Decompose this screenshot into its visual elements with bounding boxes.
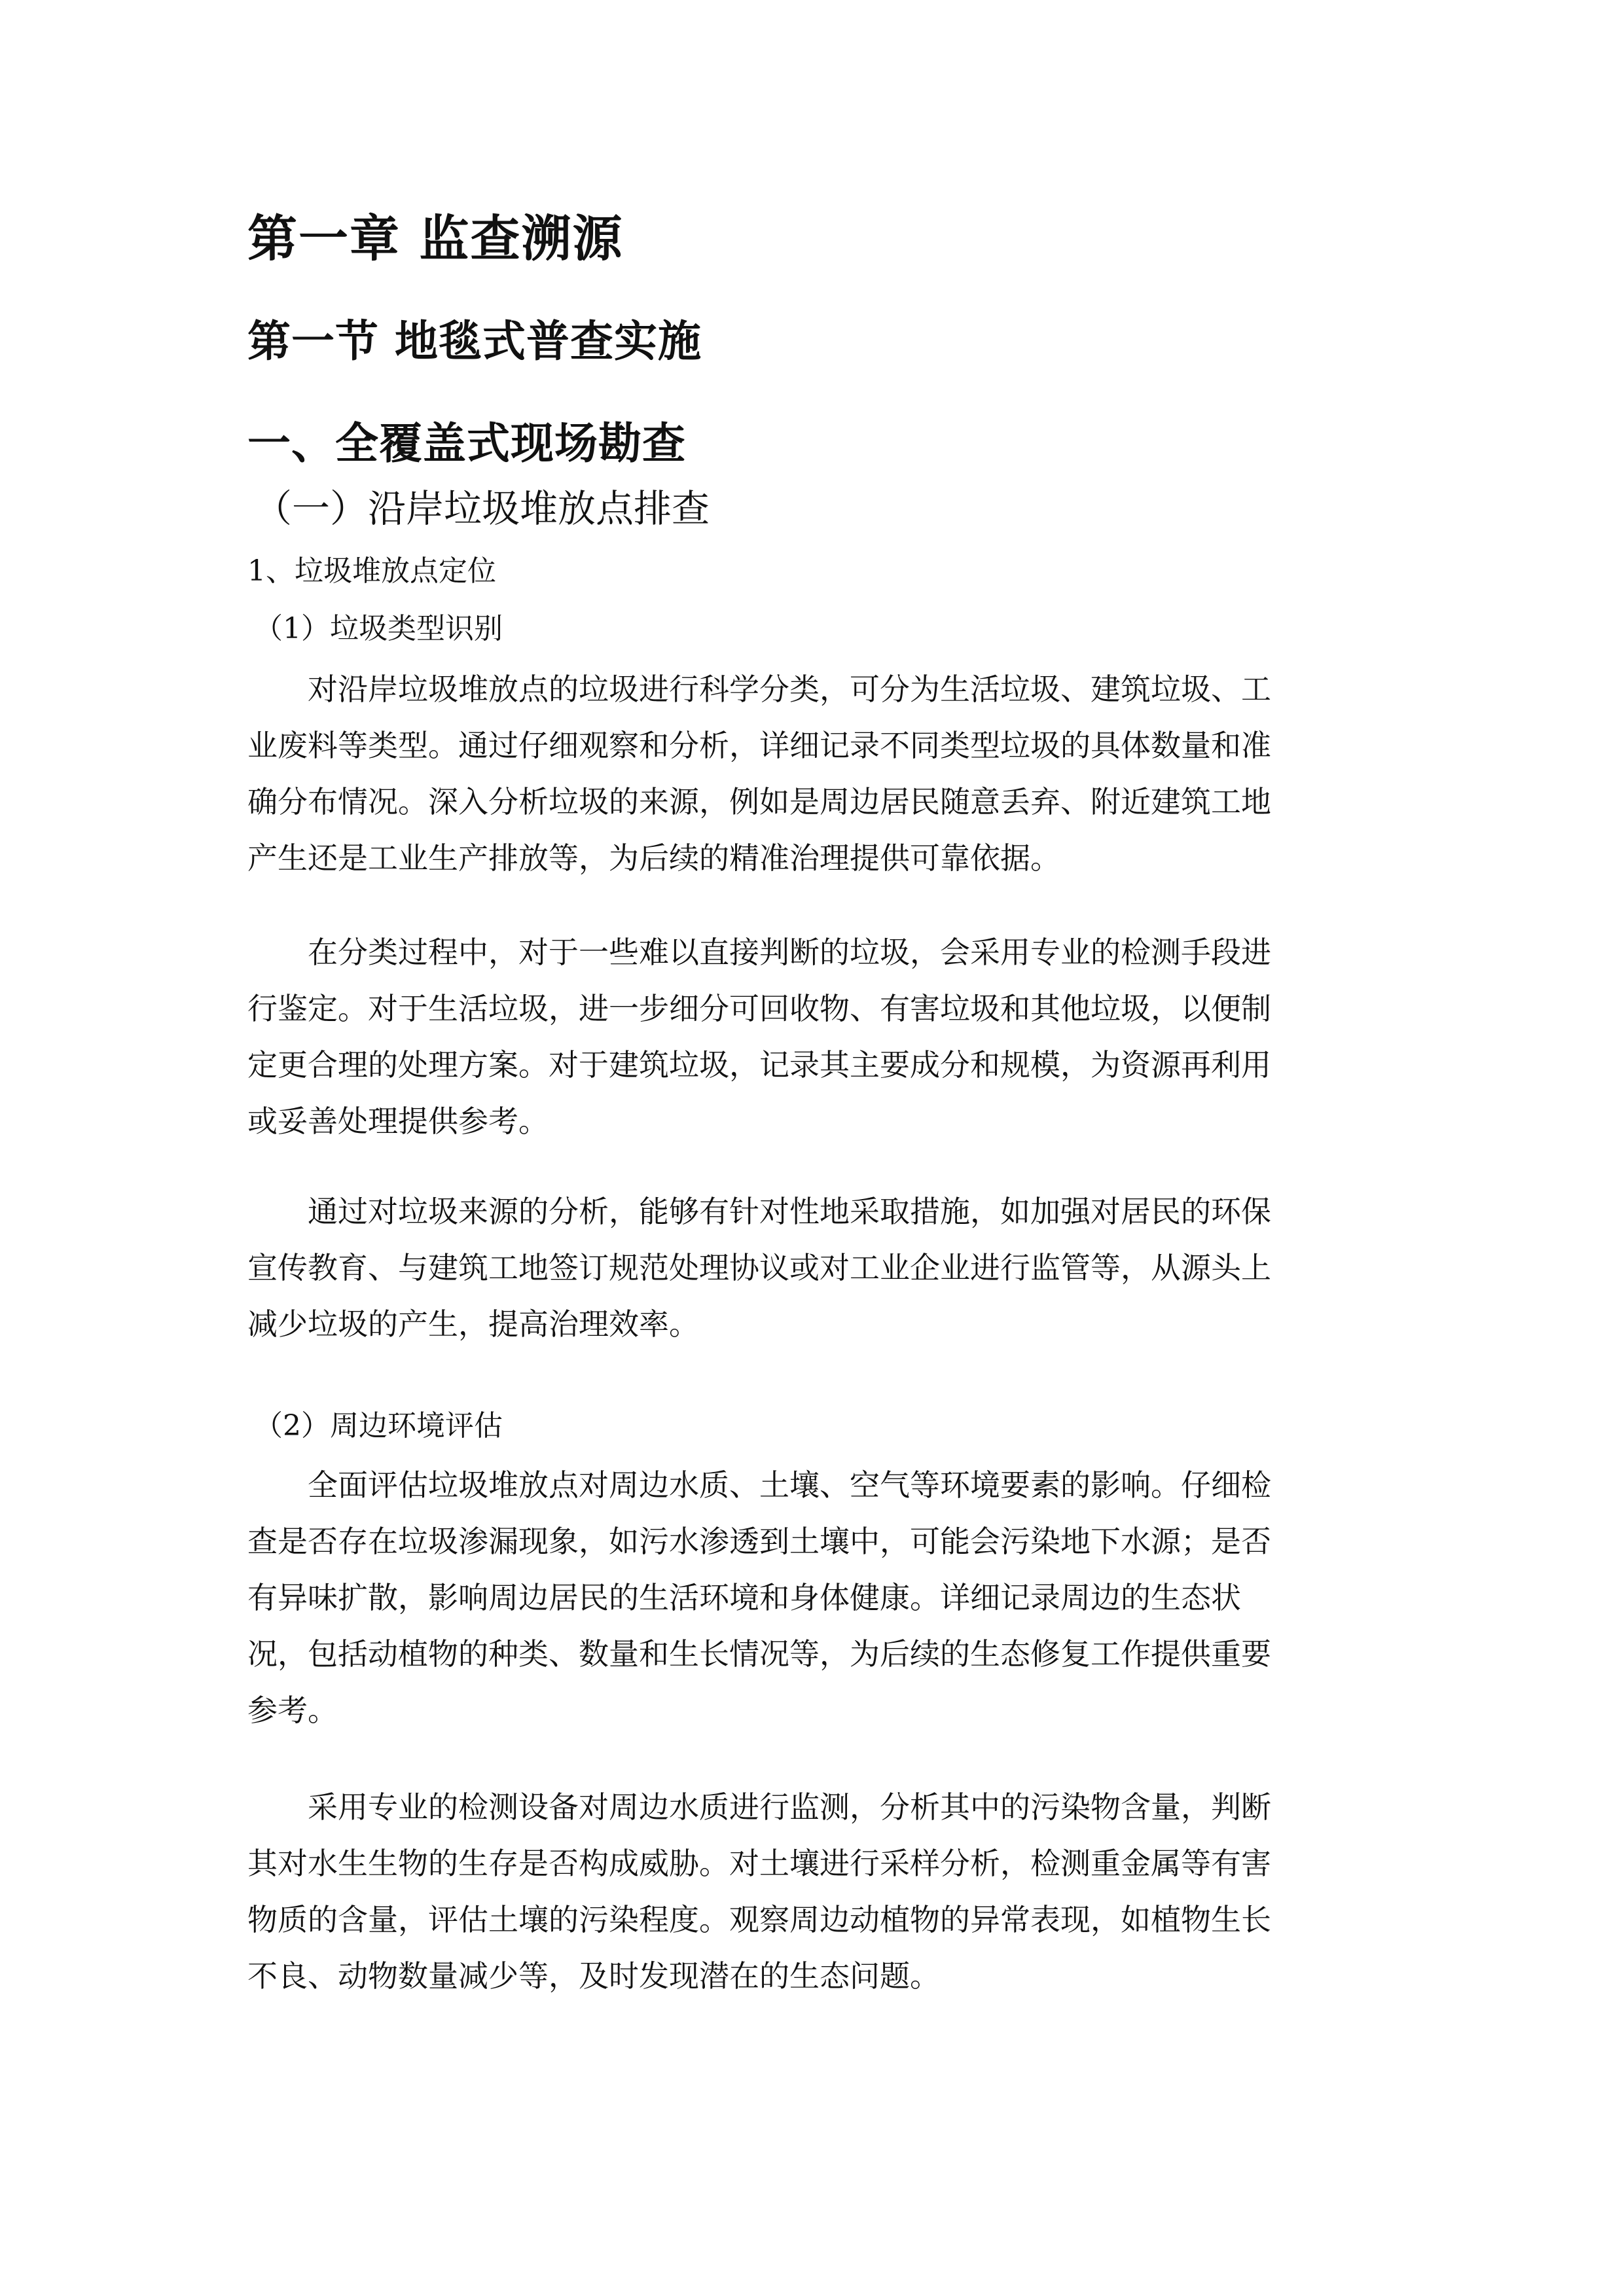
paragraph-line: 在分类过程中，对于一些难以直接判断的垃圾，会采用专业的检测手段进 xyxy=(308,935,1271,970)
subitem-title-environment-assessment: （2）周边环境评估 xyxy=(254,1409,503,1443)
paragraph-line: 查是否存在垃圾渗漏现象，如污水渗透到土壤中，可能会污染地下水源；是否 xyxy=(247,1524,1271,1559)
paragraph-line: 通过对垃圾来源的分析，能够有针对性地采取措施，如加强对居民的环保 xyxy=(308,1194,1271,1229)
subitem-title-type-identification: （1）垃圾类型识别 xyxy=(254,612,503,645)
paragraph-line: 全面评估垃圾堆放点对周边水质、土壤、空气等环境要素的影响。仔细检 xyxy=(308,1467,1271,1503)
subsection-title: 一、全覆盖式现场勘查 xyxy=(247,418,686,469)
paragraph-line: 业废料等类型。通过仔细观察和分析，详细记录不同类型垃圾的具体数量和准 xyxy=(247,728,1271,763)
paragraph-source-analysis xyxy=(247,1183,1384,1352)
paragraph-line: 行鉴定。对于生活垃圾，进一步细分可回收物、有害垃圾和其他垃圾，以便制 xyxy=(247,991,1271,1026)
subsubsection-title: （一）沿岸垃圾堆放点排查 xyxy=(254,486,710,531)
chapter-title: 第一章 监查溯源 xyxy=(247,209,624,268)
paragraph-line: 参考。 xyxy=(247,1693,338,1728)
paragraph-line: 减少垃圾的产生，提高治理效率。 xyxy=(247,1306,699,1342)
paragraph-line: 况，包括动植物的种类、数量和生长情况等，为后续的生态修复工作提供重要 xyxy=(247,1636,1271,1672)
paragraph-line: 不良、动物数量减少等，及时发现潜在的生态问题。 xyxy=(247,1958,940,1994)
paragraph-line: 产生还是工业生产排放等，为后续的精准治理提供可靠依据。 xyxy=(247,840,1060,876)
paragraph-identification-process xyxy=(247,924,1384,1149)
paragraph-line: 宣传教育、与建筑工地签订规范处理协议或对工业企业进行监管等，从源头上 xyxy=(247,1250,1271,1285)
paragraph-line: 确分布情况。深入分析垃圾的来源，例如是周边居民随意丢弃、附近建筑工地 xyxy=(247,784,1271,819)
paragraph-classification xyxy=(247,661,1384,886)
paragraph-line: 其对水生生物的生存是否构成威胁。对土壤进行采样分析，检测重金属等有害 xyxy=(247,1846,1271,1881)
paragraph-line: 或妥善处理提供参考。 xyxy=(247,1103,549,1139)
paragraph-line: 采用专业的检测设备对周边水质进行监测，分析其中的污染物含量，判断 xyxy=(308,1789,1271,1825)
paragraph-line: 定更合理的处理方案。对于建筑垃圾，记录其主要成分和规模，为资源再利用 xyxy=(247,1047,1271,1083)
paragraph-line: 有异味扩散，影响周边居民的生活环境和身体健康。详细记录周边的生态状 xyxy=(247,1580,1241,1615)
section-title: 第一节 地毯式普查实施 xyxy=(247,315,702,367)
paragraph-line: 物质的含量，评估土壤的污染程度。观察周边动植物的异常表现，如植物生长 xyxy=(247,1902,1271,1937)
item-title: 1、垃圾堆放点定位 xyxy=(247,554,496,588)
paragraph-monitoring xyxy=(247,1779,1384,2004)
paragraph-environment-impact xyxy=(247,1457,1384,1738)
paragraph-line: 对沿岸垃圾堆放点的垃圾进行科学分类，可分为生活垃圾、建筑垃圾、工 xyxy=(308,672,1271,707)
